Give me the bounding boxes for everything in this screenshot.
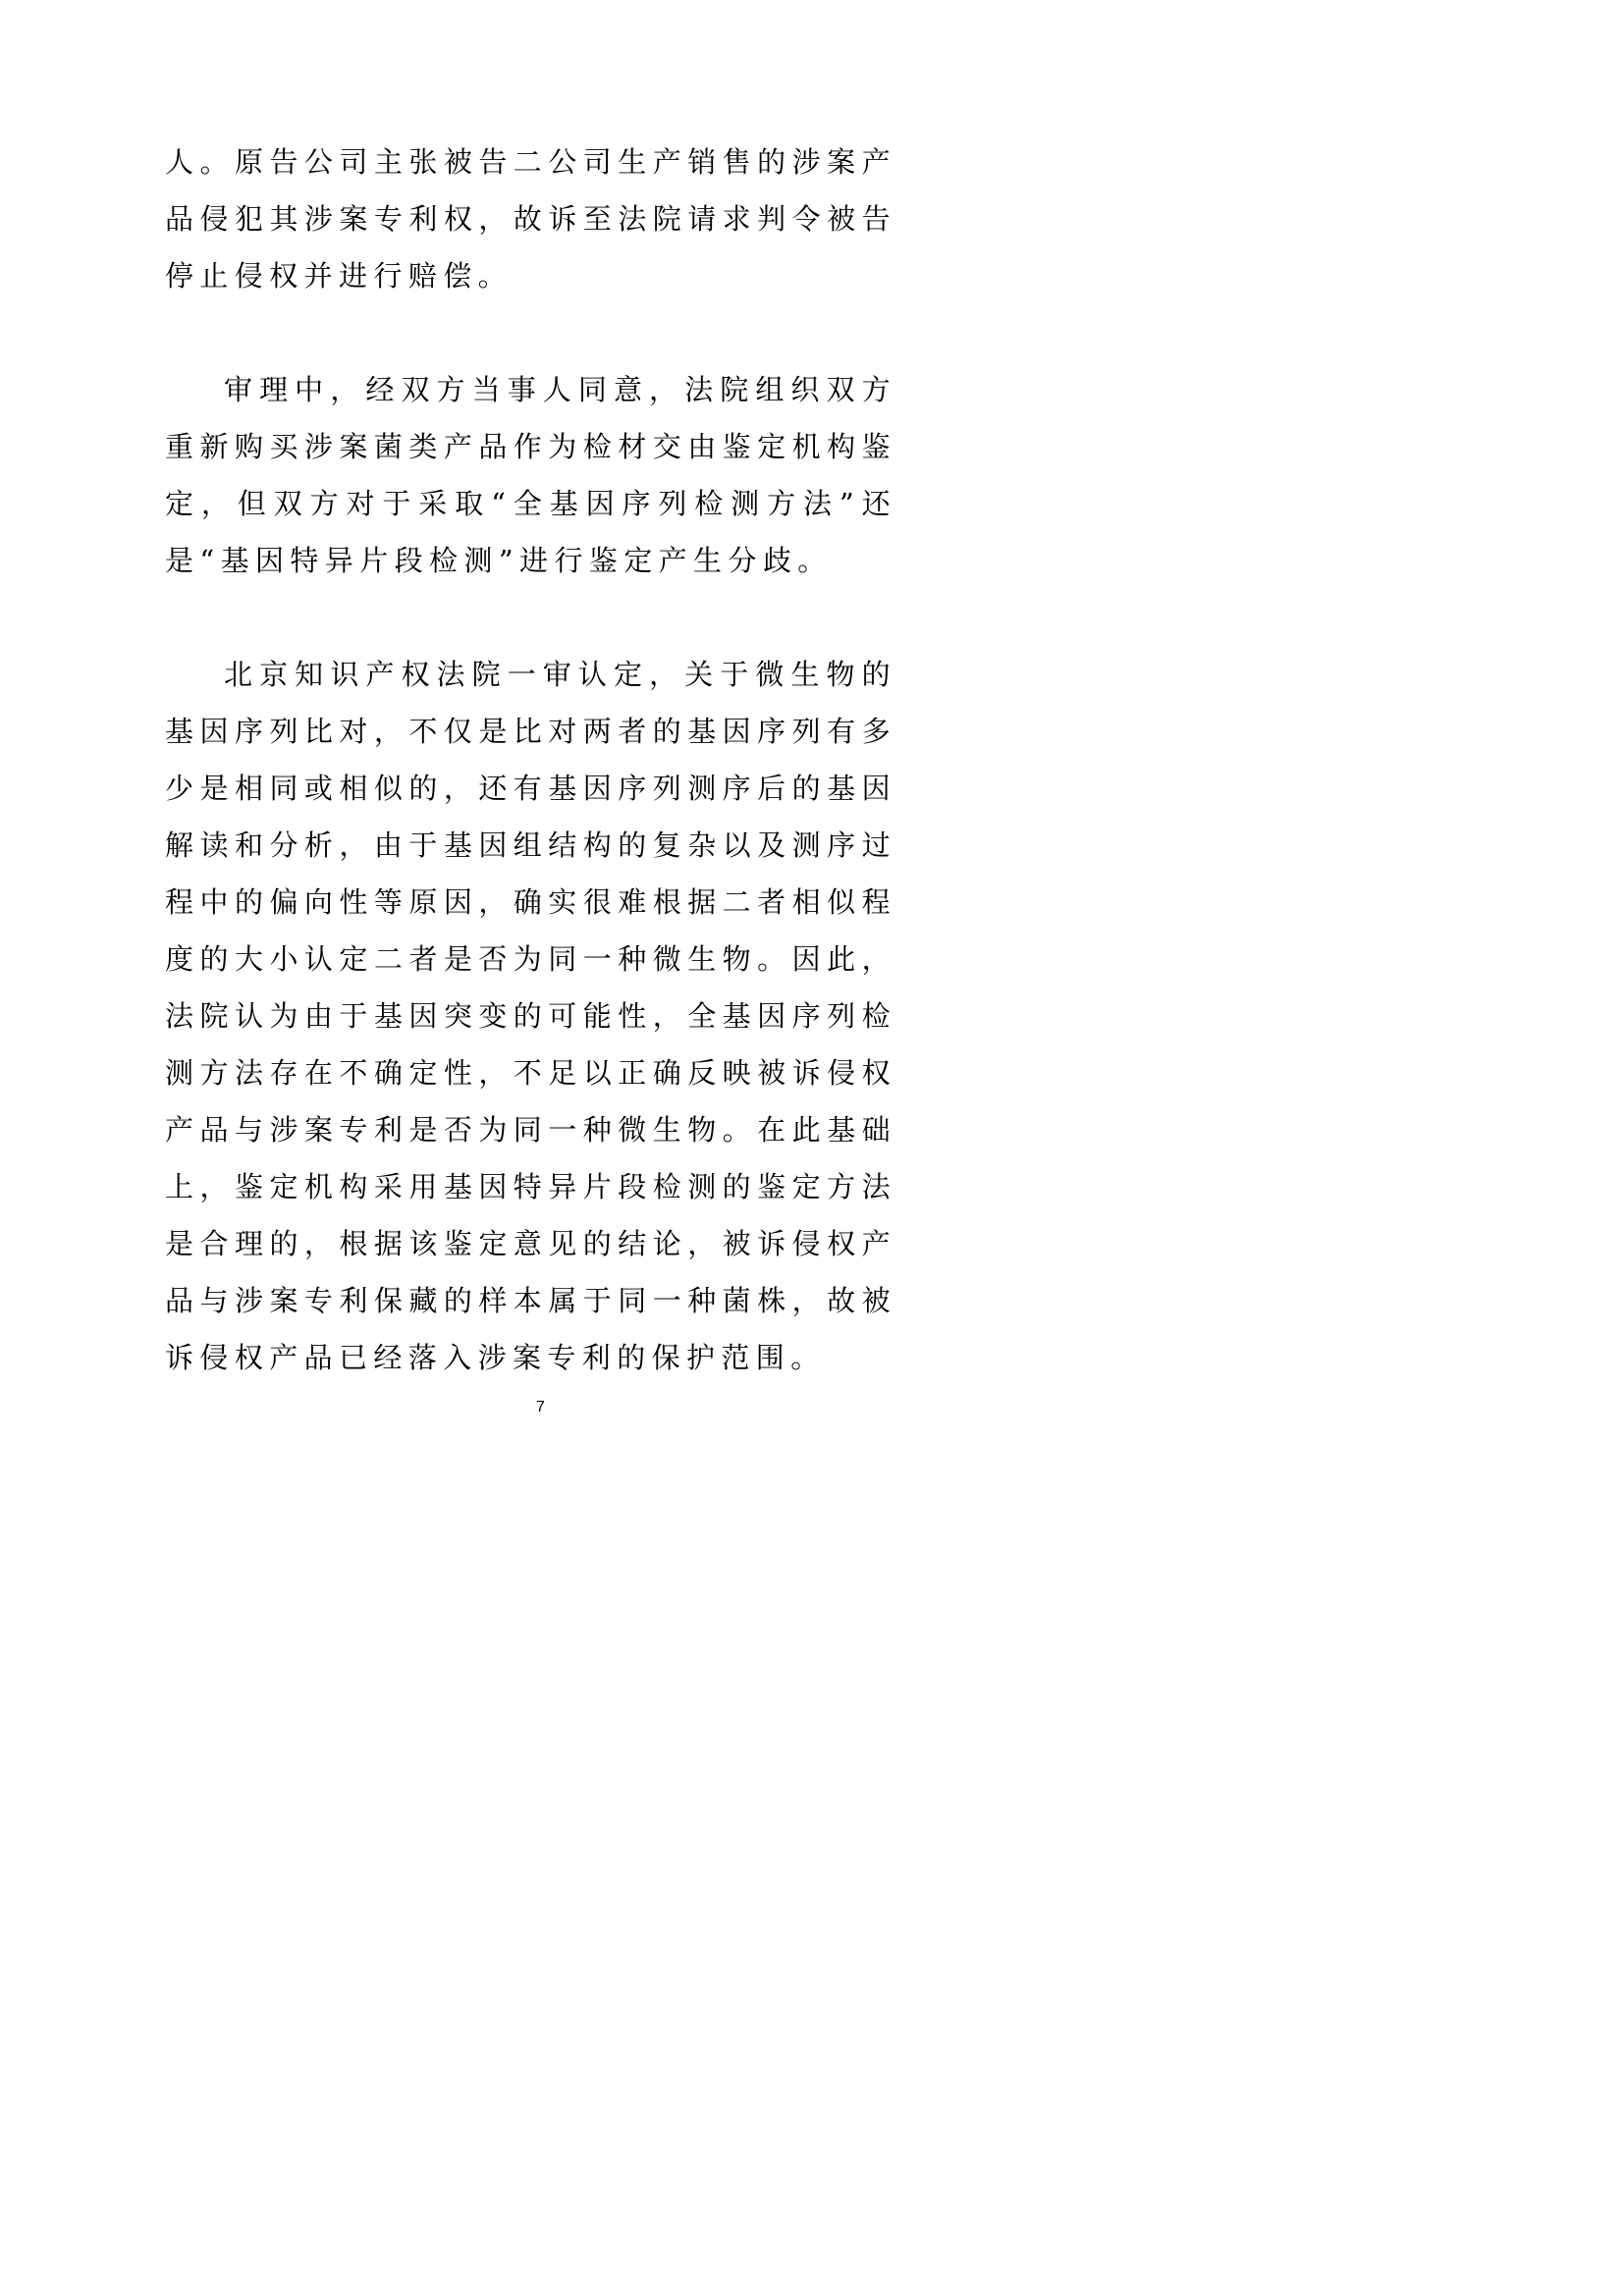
paragraph-continuation: 人。原告公司主张被告二公司生产销售的涉案产品侵犯其涉案专利权，故诉至法院请求判令被告停止侵权并进行赔偿。 [165, 145, 896, 293]
paragraph-court-finding: 北京知识产权法院一审认定，关于微生物的基因序列比对，不仅是比对两者的基因序列有多少是相同或相似的，还有基因序列测序后的基因解读和分析，由于基因组结构的复杂以及测序过程中的偏向性等原因，确实很难根据二者相似程度的大小认定二者是否为同一种微生物。因此，法院认为由于基因突变的可能性，全基因序列检测方法存在不确定性，不足以正确反映被诉侵权产品与涉案专利是否为同一种微生物。在此基础上，鉴定机构采用基因特异片段检测的鉴定方法是合理的，根据该鉴定意见的结论，被诉侵权产品与涉案专利保藏的样本属于同一种菌株，故被诉侵权产品已经落入涉案专利的保护范围。 [165, 658, 896, 1374]
page-number: 7 [536, 1399, 545, 1415]
paragraph-trial-process: 审理中，经双方当事人同意，法院组织双方重新购买涉案菌类产品作为检材交由鉴定机构鉴定，但双方对于采取“全基因序列检测方法”还是“基因特异片段检测”进行鉴定产生分歧。 [165, 373, 896, 577]
document-page [0, 0, 1081, 1529]
document-body [165, 133, 896, 1386]
